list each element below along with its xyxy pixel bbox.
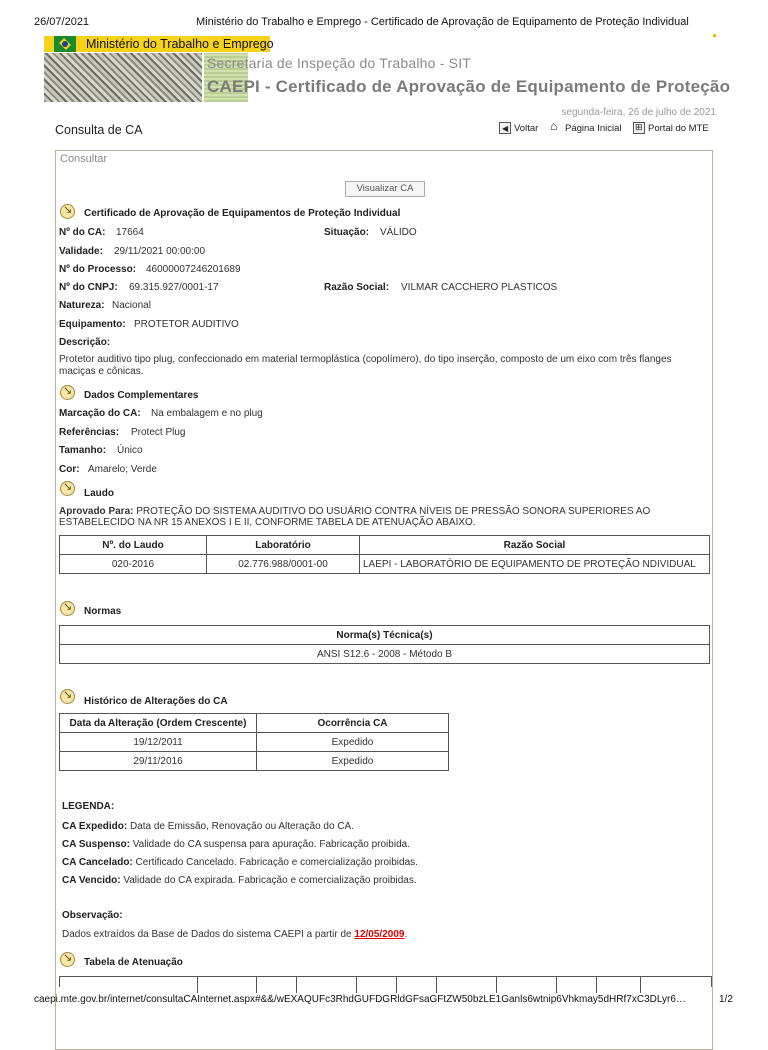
legend-text: Data de Emissão, Renovação ou Alteração do CA.: [129, 821, 354, 832]
legend-item: [62, 875, 417, 886]
aprovado-para: [59, 506, 704, 528]
observacao-body: Dados extraídos da Base de Dados do sistema CAEPI a partir de: [62, 929, 352, 940]
section-arrow-icon: [60, 689, 75, 704]
table-cell: 19/12/2011: [60, 733, 257, 752]
observacao-text: [62, 929, 407, 940]
print-url: caepi.mte.gov.br/internet/consultaCAInternet.aspx#&&/wEXAQUFc3RhdGUFDGRldGFsaGFtZW50bzLE1Ganls6wtnip6Vhkmay5dHRf7xC3DLyr6…: [34, 994, 686, 1005]
table-cell: Expedido: [257, 733, 449, 752]
table-row: [60, 645, 710, 664]
equipamento-value: PROTETOR AUDITIVO: [134, 319, 239, 330]
observacao-end: .: [404, 929, 408, 940]
table-cell: ANSI S12.6 - 2008 - Método B: [60, 645, 710, 664]
situacao-label: Situação:: [324, 227, 370, 238]
cnpj-value: 69.315.927/0001-17: [129, 282, 219, 293]
processo-value: 46000007246201689: [146, 264, 241, 275]
table-row: [60, 752, 449, 771]
ministry-name: Ministério do Trabalho e Emprego: [86, 37, 274, 51]
portal-link[interactable]: [633, 122, 709, 134]
column-header: Ocorrência CA: [257, 714, 449, 733]
aprovado-label: Aprovado Para:: [59, 506, 134, 517]
referencias-label: Referências:: [59, 427, 120, 438]
section-arrow-icon: [60, 204, 75, 219]
legend-text: Certificado Cancelado. Fabricação e comercialização proibidas.: [135, 857, 418, 868]
referencias-value: Protect Plug: [131, 427, 186, 438]
legend-item: [62, 857, 418, 868]
ca-number-label: Nº do CA:: [59, 227, 106, 238]
validade-label: Validade:: [59, 246, 103, 257]
table-cell: 020-2016: [60, 555, 207, 574]
natureza-label: Natureza:: [59, 300, 105, 311]
razao-label: Razão Social:: [324, 282, 390, 293]
cor-value: Amarelo; Verde: [88, 464, 157, 475]
processo-label: Nº do Processo:: [59, 264, 137, 275]
section-atenuacao-title: Tabela de Atenuação: [84, 957, 183, 968]
descricao-value: Protetor auditivo tipo plug, confeccionado em material termoplástica (copolímero), do tipo inserção, composto de um eixo com três flanges maciças e cônicas.: [59, 354, 672, 377]
legend-term: CA Expedido:: [62, 821, 128, 832]
system-title: CAEPI - Certificado de Aprovação de Equipamento de Proteção: [207, 77, 731, 96]
portal-icon: ⊞: [633, 122, 645, 134]
historico-table: [59, 713, 449, 771]
razao-value: VILMAR CACCHERO PLASTICOS: [401, 282, 558, 293]
legend-item: [62, 821, 354, 832]
page-title: Consulta de CA: [55, 123, 143, 137]
cnpj-label: Nº do CNPJ:: [59, 282, 118, 293]
back-arrow-icon: ◀: [499, 122, 511, 134]
back-link[interactable]: [499, 122, 538, 134]
secretaria-title: Secretaria de Inspeção do Trabalho - SIT: [207, 55, 472, 71]
column-header: Laboratório: [207, 536, 360, 555]
decor-dot: [713, 34, 716, 37]
table-cell: 29/11/2016: [60, 752, 257, 771]
marcacao-label: Marcação do CA:: [59, 408, 141, 419]
situacao-value: VÁLIDO: [380, 227, 417, 238]
section-laudo-title: Laudo: [84, 488, 114, 499]
table-cell: LAEPI - LABORATÓRIO DE EQUIPAMENTO DE PROTEÇÃO NDIVIDUAL: [360, 555, 710, 574]
brazil-flag-icon: [54, 36, 76, 52]
section-arrow-icon: [60, 385, 75, 400]
panel-title: Consultar: [60, 153, 108, 165]
table-cell: 02.776.988/0001-00: [207, 555, 360, 574]
legend-term: CA Vencido:: [62, 875, 121, 886]
home-link[interactable]: [550, 119, 622, 134]
atenuacao-table: [59, 976, 712, 987]
tamanho-label: Tamanho:: [59, 445, 107, 456]
section-arrow-icon: [60, 601, 75, 616]
cor-label: Cor:: [59, 464, 80, 475]
table-row: [60, 555, 710, 574]
legend-term: CA Cancelado:: [62, 857, 133, 868]
view-ca-button[interactable]: Visualizar CA: [345, 181, 425, 197]
equipamento-label: Equipamento:: [59, 319, 126, 330]
legend-term: CA Suspenso:: [62, 839, 130, 850]
legend-text: Validade do CA expirada. Fabricação e comercialização proibidas.: [123, 875, 417, 886]
home-label: Página Inicial: [565, 122, 622, 134]
observacao-date: 12/05/2009: [354, 929, 405, 940]
print-page: 1/2: [719, 994, 733, 1005]
natureza-value: Nacional: [112, 300, 151, 311]
column-header: Norma(s) Técnica(s): [60, 626, 710, 645]
laudo-table: [59, 535, 710, 574]
current-date: segunda-feira, 26 de julho de 2021: [561, 107, 716, 118]
portal-label: Portal do MTE: [648, 122, 709, 134]
observacao-title: Observação:: [62, 910, 123, 921]
back-label: Voltar: [514, 122, 539, 134]
section-arrow-icon: [60, 481, 75, 496]
column-header: Razão Social: [360, 536, 710, 555]
table-cell: Expedido: [257, 752, 449, 771]
column-header: Nº. do Laudo: [60, 536, 207, 555]
section-normas-title: Normas: [84, 606, 122, 617]
section-complementares-title: Dados Complementares: [84, 390, 199, 401]
home-icon: ⌂: [550, 119, 558, 133]
table-row: [60, 733, 449, 752]
descricao-label: Descrição:: [59, 337, 111, 348]
section-arrow-icon: [60, 952, 75, 967]
ministry-logo[interactable]: [44, 36, 274, 102]
section-historico-title: Histórico de Alterações do CA: [84, 696, 228, 707]
legend-title: LEGENDA:: [62, 801, 115, 812]
tamanho-value: Único: [117, 445, 143, 456]
ca-number-value: 17664: [116, 227, 144, 238]
print-date: 26/07/2021: [34, 16, 90, 28]
column-header: Data da Alteração (Ordem Crescente): [60, 714, 257, 733]
marcacao-value: Na embalagem e no plug: [151, 408, 263, 419]
validade-value: 29/11/2021 00:00:00: [114, 246, 206, 257]
legend-text: Validade do CA suspensa para apuração. Fabricação proibida.: [132, 839, 410, 850]
logo-photo: [44, 53, 202, 102]
section-certificate-title: Certificado de Aprovação de Equipamentos de Proteção Individual: [84, 208, 401, 219]
legend-item: [62, 839, 410, 850]
normas-table: [59, 625, 710, 664]
print-title: Ministério do Trabalho e Emprego - Certificado de Aprovação de Equipamento de Proteção Individual: [196, 16, 689, 28]
aprovado-value: PROTEÇÃO DO SISTEMA AUDITIVO DO USUÁRIO CONTRA NÍVEIS DE PRESSÃO SONORA SUPERIORES AO ESTABELECIDO NA NR 15 ANEXOS I E II, CONFORME TABELA DE ATENUAÇÃO ABAIXO.: [59, 506, 651, 528]
